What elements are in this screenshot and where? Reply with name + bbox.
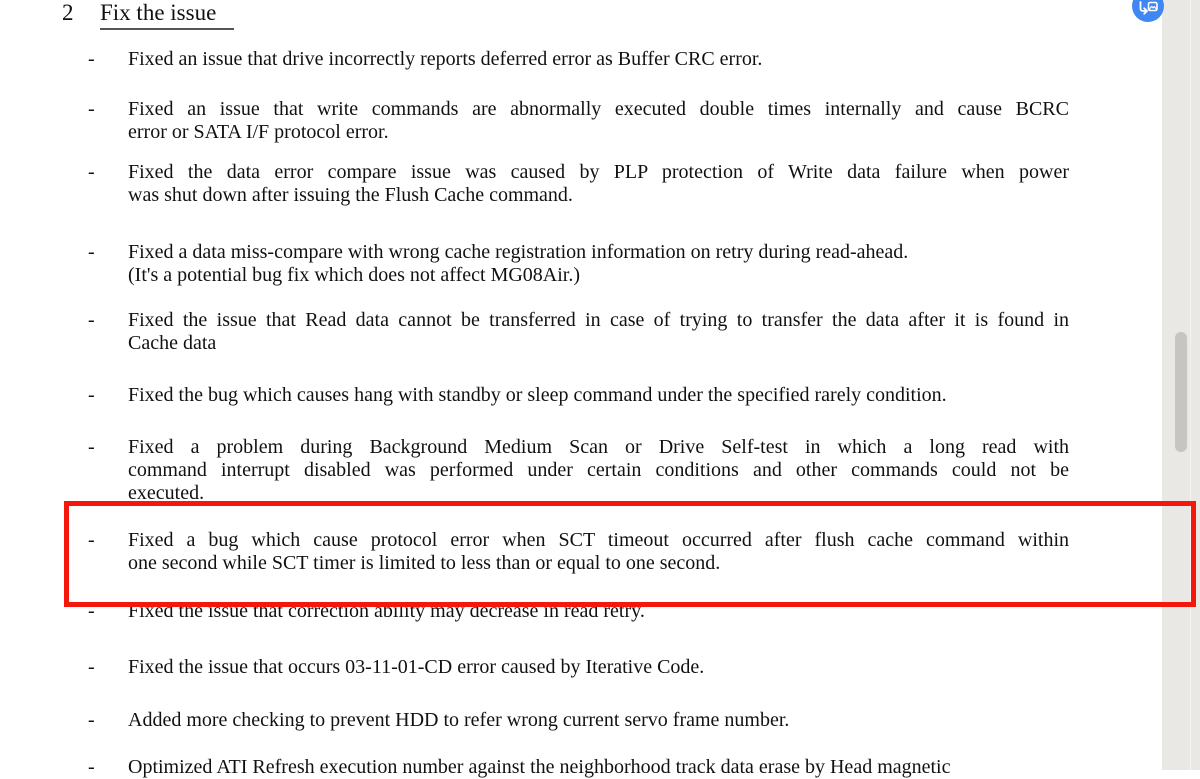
bullet-text-line: error or SATA I/F protocol error. (128, 121, 389, 143)
bullet-dash: - (88, 529, 95, 551)
bullet-dash: - (88, 600, 95, 622)
list-item (0, 98, 1200, 144)
bullet-text-line: Fixed an issue that write commands are abnormally executed double times internally and cause BCRC (128, 98, 1069, 120)
image-action-button[interactable] (1132, 0, 1164, 22)
list-item (0, 656, 1200, 679)
bullet-text-line: one second while SCT timer is limited to less than or equal to one second. (128, 552, 721, 574)
bullet-dash: - (88, 98, 95, 120)
section-heading (62, 0, 234, 30)
bullet-text-line: Added more checking to prevent HDD to refer wrong current servo frame number. (128, 709, 790, 731)
bullet-dash: - (88, 161, 95, 183)
section-number: 2 (62, 0, 74, 25)
bullet-dash: - (88, 436, 95, 458)
scrollbar-track[interactable] (1162, 0, 1200, 770)
list-item (0, 241, 1200, 287)
bullet-text-line: (It's a potential bug fix which does not affect MG08Air.) (128, 264, 581, 286)
bullet-text-line: Fixed the data error compare issue was caused by PLP protection of Write data failure when power (128, 161, 1069, 183)
list-item (0, 709, 1200, 732)
bullet-text-line: Fixed an issue that drive incorrectly reports deferred error as Buffer CRC error. (128, 48, 763, 70)
list-item (0, 436, 1200, 505)
bullet-text-line: Cache data (128, 332, 217, 354)
list-item (0, 161, 1200, 207)
scrollbar-thumb[interactable] (1175, 332, 1187, 452)
bullet-dash: - (88, 309, 95, 331)
bullet-dash: - (88, 241, 95, 263)
bullet-dash: - (88, 48, 95, 70)
bullet-text-line: Fixed the issue that occurs 03-11-01-CD error caused by Iterative Code. (128, 656, 705, 678)
bullet-text-line: Fixed a bug which cause protocol error when SCT timeout occurred after flush cache command within (128, 529, 1069, 551)
scrollbar-track-line (1190, 0, 1191, 770)
bullet-text-line: Fixed a problem during Background Medium Scan or Drive Self-test in which a long read with (128, 436, 1069, 458)
bullet-text-line: command interrupt disabled was performed under certain conditions and other commands could not be (128, 459, 1069, 481)
highlight-box (64, 501, 1196, 607)
section-title: Fix the issue (100, 0, 234, 30)
bullet-text-line: executed. (128, 482, 205, 504)
list-item (0, 309, 1200, 355)
bullet-text-line: Fixed a data miss-compare with wrong cache registration information on retry during read-ahead. (128, 241, 909, 263)
bullet-text-line: Fixed the bug which causes hang with standby or sleep command under the specified rarely condition. (128, 384, 947, 406)
bullet-dash: - (88, 656, 95, 678)
list-item (0, 384, 1200, 407)
bullet-dash: - (88, 709, 95, 731)
bullet-text-line: Optimized ATI Refresh execution number against the neighborhood track data erase by Head magnetic (128, 756, 951, 778)
bullet-text-line: Fixed the issue that correction ability may decrease in read retry. (128, 600, 645, 622)
bullet-text-line: was shut down after issuing the Flush Cache command. (128, 184, 573, 206)
bullet-dash: - (88, 756, 95, 778)
bullet-text-line: Fixed the issue that Read data cannot be transferred in case of trying to transfer the data after it is found in (128, 309, 1069, 331)
list-item (0, 756, 1200, 779)
bullet-dash: - (88, 384, 95, 406)
list-item (0, 48, 1200, 71)
